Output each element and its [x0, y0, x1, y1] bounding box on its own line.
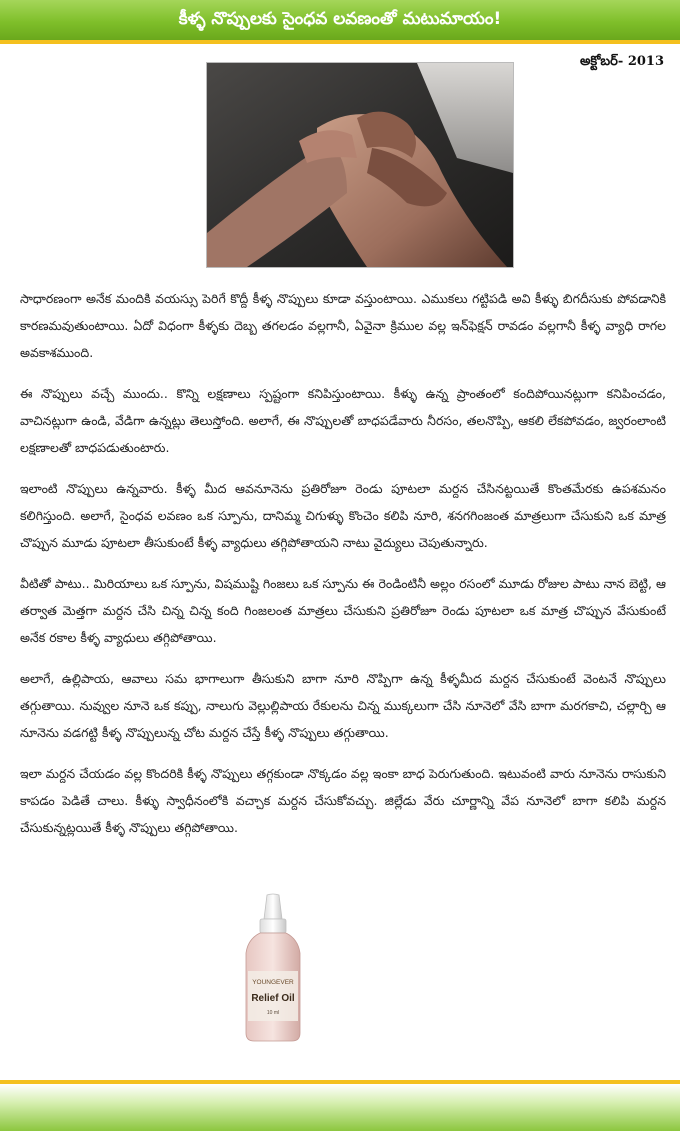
- article-paragraph: ఇలాంటి నొప్పులు ఉన్నవారు. కీళ్ళ మీద ఆవనూనెను ప్రతిరోజూ రెండు పూటలా మర్దన చేసినట్టయితే కొంతమేరకు ఉపశమనం కలిగిస్తుంది. అలాగే, సైంధవ లవణం ఒక స్పూను, దానిమ్మ చిగుళ్ళు కొంచెం కలిపి నూరి, శనగగింజంత మాత్రలుగా చేసుకుని ఒక మాత్ర చొప్పున మూడు పూటలా తీసుకుంటే కీళ్ళ వ్యాధులు తగ్గిపోతాయని నాటు వైద్యులు చెపుతున్నారు.: [20, 481, 666, 550]
- header-divider: [0, 40, 680, 44]
- article-paragraph: సాధారణంగా అనేక మందికి వయస్సు పెరిగే కొద్దీ కీళ్ళ నొప్పులు కూడా వస్తుంటాయి. ఎముకలు గట్టిపడి అవి కీళ్ళు బిగదీసుకు పోవడానికి కారణమవుతుంటాయి. ఏదో విధంగా కీళ్ళకు దెబ్బ తగలడం వల్లగానీ, ఏవైనా క్రిముల వల్ల ఇన్‌ఫెక్షన్ రావడం వల్లగానీ కీళ్ళ వ్యాధి రాగల అవకాశముంది.: [20, 291, 666, 360]
- publication-date: అక్టోబర్- 2013: [580, 54, 664, 69]
- article-paragraph: వీటితో పాటు.. మిరియాలు ఒక స్పూను, విషముష్టి గింజలు ఒక స్పూను ఈ రెండింటినీ అల్లం రసంలో మూడు రోజుల పాటు నాన బెట్టి, ఆ తర్వాత మెత్తగా మర్దన చేసి చిన్న చిన్న కంది గింజలంత మాత్రలు చేసుకుని ప్రతిరోజూ రెండు పూటలా ఒక మాత్ర చొప్పున వేసుకుంటే అనేక రకాల కీళ్ళ వ్యాధులు తగ్గిపోతాయి.: [20, 576, 666, 645]
- bottle-product-name: Relief Oil: [251, 993, 295, 1004]
- knee-photo: [206, 62, 514, 268]
- article-paragraph: అలాగే, ఉల్లిపాయ, ఆవాలు సమ భాగాలుగా తీసుకుని బాగా నూరి నొప్పిగా ఉన్న కీళ్ళమీద మర్దన చేసుకుంటే వెంటనే నొప్పులు తగ్గుతాయి. నువ్వుల నూనె ఒక కప్పు, నాలుగు వెల్లుల్లిపాయ రేకులను చిన్న ముక్కలుగా చేసి నూనెలో వేసి బాగా మరగకాచి, చల్లార్చి ఆ నూనెను వడగట్టి కీళ్ళ నొప్పులున్న చోట మర్దన చేస్తే కీళ్ళ నొప్పులు తగ్గుతాయి.: [20, 671, 666, 740]
- footer-bar: [0, 1084, 680, 1131]
- article-body: [20, 285, 666, 855]
- article-paragraph: ఇలా మర్దన చేయడం వల్ల కొందరికి కీళ్ళ నొప్పులు తగ్గకుండా నొక్కడం వల్ల ఇంకా బాధ పెరుగుతుంది. ఇటువంటి వారు నూనెను రాసుకుని కాపడం పెడితే చాలు. కీళ్ళు స్వాధీనంలోకి వచ్చాక మర్దన చేసుకోవచ్చు. జిల్లేడు వేరు చూర్ణాన్ని వేప నూనెలో బాగా కలిపి మర్దన చేసుకున్నట్లయితే కీళ్ళ నొప్పులు తగ్గిపోతాయి.: [20, 766, 666, 835]
- bottle-volume: 10 ml: [266, 1010, 280, 1016]
- relief-oil-bottle-image: [240, 893, 306, 1043]
- header-bar: [0, 0, 680, 40]
- article-paragraph: ఈ నొప్పులు వచ్చే ముందు.. కొన్ని లక్షణాలు స్పష్టంగా కనిపిస్తుంటాయి. కీళ్ళు ఉన్న ప్రాంతంలో కందిపోయినట్లుగా కనిపించడం, వాచినట్లుగా ఉండి, వేడిగా ఉన్నట్లు తెలుస్తోంది. అలాగే, ఈ నొప్పులతో బాధపడేవారు నీరసం, తలనొప్పి, ఆకలి లేకపోవడం, జ్వరంలాంటి లక్షణాలతో బాధపడుతుంటారు.: [20, 386, 666, 455]
- bottle-brand: YOUNGEVER: [252, 979, 294, 986]
- page-title: కీళ్ళ నొప్పులకు సైంధవ లవణంతో మటుమాయం!: [178, 9, 502, 29]
